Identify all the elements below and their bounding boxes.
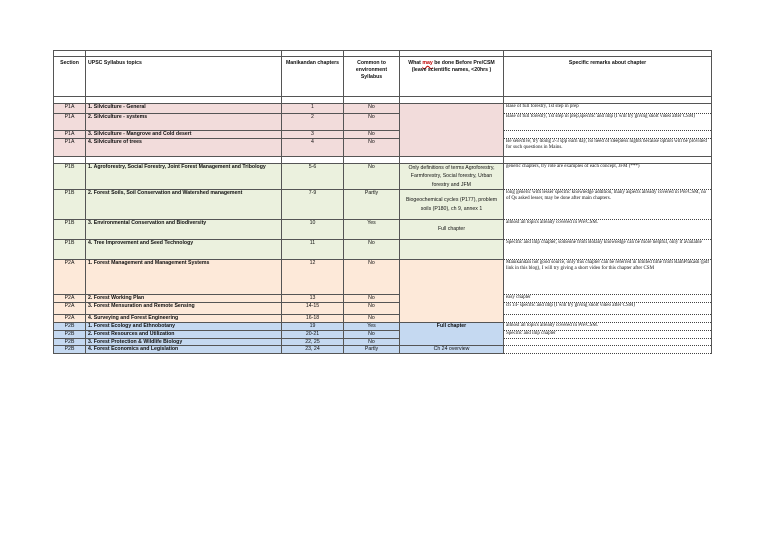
header-what-before: What [408,60,421,66]
row-section: P1B [54,190,86,220]
table-row [54,190,712,220]
p2a-what-cell [400,260,504,323]
header-section: Section [54,57,86,97]
row-remark: Base of full forestry, 1st step in prep,specific and imp (I will try giving short video after CSM) [504,114,712,131]
row-section: P2B [54,338,86,346]
p1a-what-cell [400,104,504,157]
p1b-full-chapter: Full chapter [400,220,504,240]
table-row [54,104,712,114]
row-chapters: 5-6 [282,164,344,190]
row-common: No [344,295,400,303]
row-remark [504,338,712,346]
row-topic: 3. Forest Mensuration and Remote Sensing [86,303,282,315]
row-chapters: 1 [282,104,344,114]
row-chapters: 20-21 [282,330,344,338]
row-remark [504,131,712,139]
row-remark: Be selective, try doing 2-3 spp each day, no need of sleepless nights because option will be provided for such questions in Mains. [504,139,712,157]
p1b-empty-cell [400,240,504,260]
header-what-may [400,57,504,97]
row-topic: 2. Forest Working Plan [86,295,282,303]
row-common: No [344,164,400,190]
row-section: P2B [54,346,86,354]
row-topic: 3. Silviculture - Mangrove and Cold desert [86,131,282,139]
table-row [54,240,712,260]
row-chapters: 2 [282,114,344,131]
row-section: P1A [54,139,86,157]
row-remark [504,346,712,354]
row-common: No [344,260,400,295]
table-row [54,303,712,315]
row-topic: 4. Forest Economics and Legislation [86,346,282,354]
row-remark: generic chapters, try rote are examples of each concept, JFM (***) [504,164,712,190]
table-row [54,139,712,157]
row-common: Yes [344,220,400,240]
row-remark: ch 14- specific and imp (I will try giving short video after CSM) [504,303,712,315]
row-chapters: 23, 24 [282,346,344,354]
row-common: No [344,330,400,338]
row-chapters: 12 [282,260,344,295]
p1b-cycles: Biogeochemical cycles (P177), problem soils (P180), ch 9, annex 1 [400,190,504,220]
table-row [54,220,712,240]
row-chapters: 7-9 [282,190,344,220]
header-row [54,57,712,97]
row-chapters: 10 [282,220,344,240]
header-common: Common to environment Syllabus [344,57,400,97]
spacer-row [54,97,712,104]
row-remark: almost all topics already covered in Pre/CSM. [504,323,712,331]
header-manikandan: Manikandan chapters [282,57,344,97]
row-chapters: 16-18 [282,315,344,323]
row-section: P1A [54,131,86,139]
table-row [54,114,712,131]
table-row [54,315,712,323]
row-common: No [344,303,400,315]
table-row [54,323,712,331]
row-common: No [344,104,400,114]
row-remark: Specific and imp chapter, someone from Botany knowledge can be more helpful, only if available [504,240,712,260]
row-section: P1A [54,114,86,131]
row-remark [504,315,712,323]
row-chapters: 19 [282,323,344,331]
row-remark: Manikandan not good source, only this chapter can be referred in limited time from RamPrakash (pdf link in this blog), I will try giving a short video for this chapter after CSM [504,260,712,295]
row-section: P1B [54,220,86,240]
row-section: P1A [54,104,86,114]
row-chapters: 4 [282,139,344,157]
table-row [54,346,712,354]
row-chapters: 22, 25 [282,338,344,346]
row-common: No [344,114,400,131]
row-remark: almost all topics already covered in Pre/CSM. [504,220,712,240]
table-row [54,260,712,295]
row-remark: long generic with lesser specific knowledge addition, many aspects already covered in Pre/CSM, no of Qs asked lesser, may be done after main chapters. [504,190,712,220]
row-topic: 3. Forest Protection & Wildlife Biology [86,338,282,346]
row-topic: 1. Forest Management and Management Systems [86,260,282,295]
row-common: Partly [344,190,400,220]
row-common: No [344,240,400,260]
table-row [54,295,712,303]
row-topic: 3. Environmental Conservation and Biodiversity [86,220,282,240]
row-section: P2A [54,315,86,323]
syllabus-sheet [53,50,711,354]
table-row [54,330,712,338]
row-topic: 4. Silviculture of trees [86,139,282,157]
row-common: No [344,131,400,139]
row-topic: 4. Tree Improvement and Seed Technology [86,240,282,260]
row-section: P2A [54,295,86,303]
row-section: P2A [54,303,86,315]
row-section: P2B [54,323,86,331]
row-topic: 1. Silviculture - General [86,104,282,114]
row-section: P1B [54,164,86,190]
p2b-full-chapter: Full chapter [400,323,504,346]
row-topic: 2. Forest Soils, Soil Conservation and Watershed management [86,190,282,220]
row-chapters: 3 [282,131,344,139]
row-chapters: 13 [282,295,344,303]
row-topic: 2. Forest Resources and Utilization [86,330,282,338]
row-topic: 4. Surveying and Forest Engineering [86,315,282,323]
table-row [54,164,712,190]
row-common: Partly [344,346,400,354]
row-common: No [344,315,400,323]
row-section: P2B [54,330,86,338]
header-topics: UPSC Syllabus topics [86,57,282,97]
p2b-overview: Ch 24 overview [400,346,504,354]
header-remarks: Specific remarks about chapter [504,57,712,97]
spacer-row [54,157,712,164]
row-section: P1B [54,240,86,260]
syllabus-table [53,50,712,354]
table-row [54,131,712,139]
row-topic: 2. Silviculture - systems [86,114,282,131]
row-remark: easy chapter [504,295,712,303]
row-remark: Specific and imp chapter [504,330,712,338]
row-topic: 1. Forest Ecology and Ethnobotany [86,323,282,331]
row-chapters: 14-15 [282,303,344,315]
row-common: No [344,139,400,157]
row-section: P2A [54,260,86,295]
row-remark: Base of full forestry, 1st step in prep [504,104,712,114]
p1b-definitions: Only definitions of terms Agroforestry, Farmforestry, Social forestry, Urban forestry and JFM [400,164,504,190]
header-what-may-word: may [422,60,433,66]
row-topic: 1. Agroforestry, Social Forestry, Joint Forest Management and Tribology [86,164,282,190]
row-common: No [344,338,400,346]
header-what-after: be done Before Pre/CSM (leave scientific names, <20hrs ) [411,60,495,73]
row-chapters: 11 [282,240,344,260]
row-common: Yes [344,323,400,331]
table-row [54,338,712,346]
